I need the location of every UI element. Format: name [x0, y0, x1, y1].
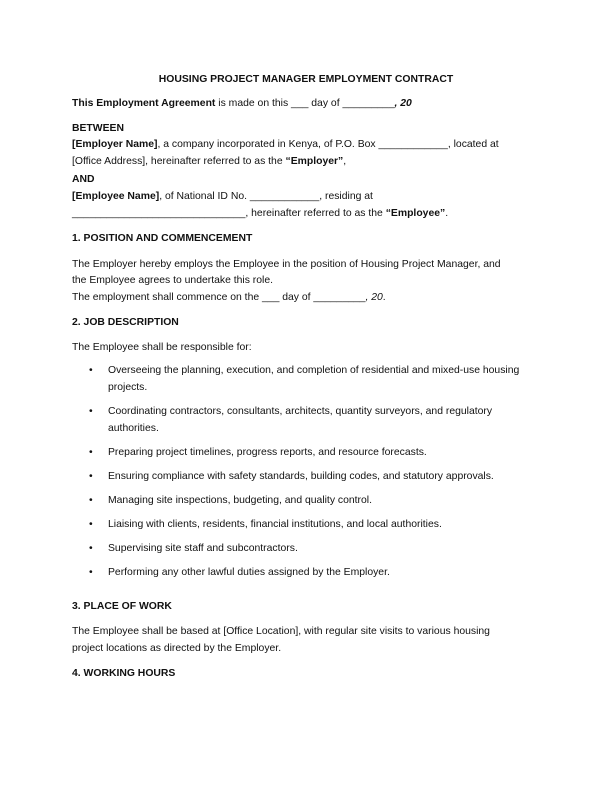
employer-line2-post: , — [343, 156, 347, 167]
list-item-text: Ensuring compliance with safety standards, building codes, and statutory approvals. — [108, 471, 494, 482]
list-item-text: Liaising with clients, residents, financial institutions, and local authorities. — [108, 519, 442, 530]
list-item-text: Coordinating contractors, consultants, architects, quantity surveyors, and regulatory authorities. — [108, 406, 493, 434]
employee-line1-rest: , of National ID No. ____________, residing at — [159, 191, 373, 202]
list-item — [72, 516, 532, 533]
list-item — [72, 492, 532, 509]
list-item-text: Overseeing the planning, execution, and completion of residential and mixed-use housing projects. — [108, 365, 520, 393]
employer-ref: “Employer” — [285, 156, 344, 167]
employee-ref: “Employee” — [385, 208, 446, 219]
employer-line-2 — [72, 154, 346, 170]
intro-bold: This Employment Agreement — [72, 98, 216, 109]
list-item — [72, 362, 532, 396]
section-1-line-2: the Employee agrees to undertake this role. — [72, 275, 274, 286]
section-3-heading: 3. PLACE OF WORK — [72, 601, 172, 612]
employer-line1-rest: , a company incorporated in Kenya, of P.O. Box ____________, located at — [157, 139, 499, 150]
intro-text: is made on this ___ day of _________ — [215, 98, 395, 109]
list-item — [72, 564, 532, 581]
employee-line2-post: . — [445, 208, 449, 219]
employee-name: [Employee Name] — [72, 191, 160, 202]
list-item — [72, 468, 532, 485]
list-item — [72, 444, 532, 461]
list-item-text: Performing any other lawful duties assigned by the Employer. — [108, 567, 390, 578]
intro-line — [72, 96, 412, 112]
bullet-icon: • — [89, 495, 93, 506]
section-1-heading: 1. POSITION AND COMMENCEMENT — [72, 233, 253, 244]
commence-text: The employment shall commence on the ___ day of _________ — [72, 292, 366, 303]
bullet-icon: • — [89, 447, 93, 458]
list-item — [72, 540, 532, 557]
section-1-line-3 — [72, 290, 386, 306]
employee-line-2 — [72, 206, 448, 222]
employer-name: [Employer Name] — [72, 139, 158, 150]
employee-line-1 — [72, 189, 373, 205]
bullet-icon: • — [89, 543, 93, 554]
section-4-heading: 4. WORKING HOURS — [72, 668, 176, 679]
list-item-text: Preparing project timelines, progress reports, and resource forecasts. — [108, 447, 427, 458]
bullet-icon: • — [89, 471, 93, 482]
between-label: BETWEEN — [72, 123, 124, 134]
intro-year: , 20 — [394, 98, 412, 109]
bullet-icon: • — [89, 519, 93, 530]
section-3-line-2: project locations as directed by the Employer. — [72, 643, 282, 654]
bullet-icon: • — [89, 567, 93, 578]
list-item-text: Managing site inspections, budgeting, and quality control. — [108, 495, 372, 506]
commence-year: , 20 — [365, 292, 383, 303]
duties-list — [72, 362, 532, 588]
bullet-icon: • — [89, 365, 93, 376]
and-label: AND — [72, 174, 95, 185]
commence-post: . — [382, 292, 386, 303]
list-item — [72, 403, 532, 437]
bullet-icon: • — [89, 406, 93, 417]
document-title: HOUSING PROJECT MANAGER EMPLOYMENT CONTRACT — [158, 74, 454, 85]
section-3-line-1: The Employee shall be based at [Office Location], with regular site visits to various housing — [72, 626, 490, 637]
section-2-heading: 2. JOB DESCRIPTION — [72, 317, 179, 328]
employer-line-1 — [72, 137, 499, 153]
employee-line2-pre: ______________________________, hereinafter referred to as the — [72, 208, 386, 219]
section-2-lead: The Employee shall be responsible for: — [72, 342, 252, 353]
section-1-line-1: The Employer hereby employs the Employee in the position of Housing Project Manager, and — [72, 259, 501, 270]
employer-line2-pre: [Office Address], hereinafter referred to as the — [72, 156, 286, 167]
list-item-text: Supervising site staff and subcontractors. — [108, 543, 298, 554]
